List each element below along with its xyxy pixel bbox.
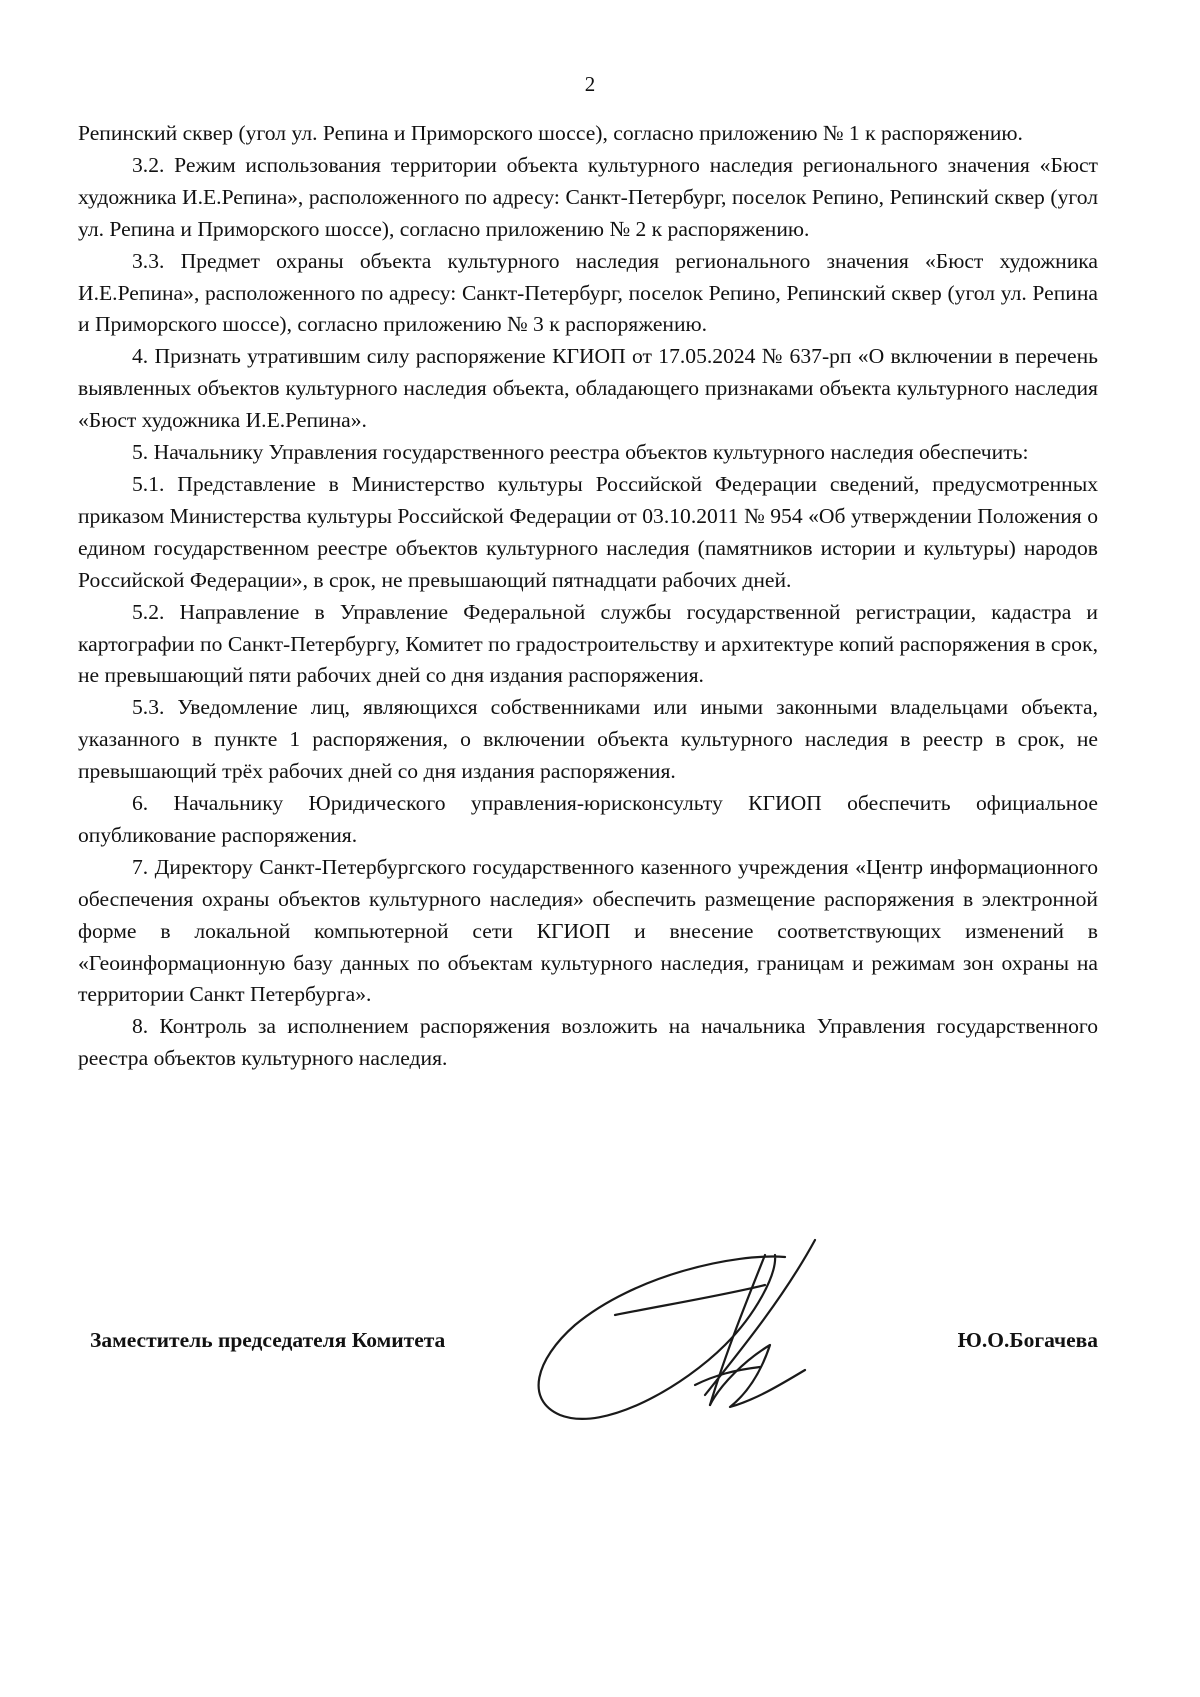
document-body (78, 118, 1098, 1075)
paragraph-5-1: 5.1. Представление в Министерство культуры Российской Федерации сведений, предусмотренных приказом Министерства культуры Российской Федерации от 03.10.2011 № 954 «Об утверждении Положения о едином государственном реестре объектов культурного наследия (памятников истории и культуры) народов Российской Федерации», в срок, не превышающий пятнадцати рабочих дней. (78, 471, 1098, 592)
signature-block (90, 1320, 1098, 1380)
signer-name: Ю.О.Богачева (957, 1328, 1098, 1352)
paragraph-3-3: 3.3. Предмет охраны объекта культурного наследия регионального значения «Бюст художника И.Е.Репина», расположенного по адресу: Санкт-Петербург, поселок Репино, Репинский сквер (угол ул. Репина и Приморского шоссе), согласно приложению № 3 к распоряжению. (78, 248, 1098, 337)
paragraph-6: 6. Начальнику Юридического управления-юрисконсульту КГИОП обеспечить официальное опубликование распоряжения. (78, 791, 1098, 847)
page-number: 2 (584, 72, 596, 96)
paragraph-7: 7. Директору Санкт-Петербургского государственного казенного учреждения «Центр информационного обеспечения охраны объектов культурного наследия» обеспечить размещение распоряжения в электронной форме в локальной компьютерной сети КГИОП и внесение соответствующих изменений в «Геоинформационную базу данных по объектам культурного наследия, границам и режимам зон охраны на территории Санкт Петербурга». (78, 854, 1098, 1007)
signer-title: Заместитель председателя Комитета (90, 1328, 446, 1352)
paragraph-8: 8. Контроль за исполнением распоряжения возложить на начальника Управления государственного реестра объектов культурного наследия. (78, 1014, 1098, 1071)
paragraph-4: 4. Признать утратившим силу распоряжение КГИОП от 17.05.2024 № 637-рп «О включении в перечень выявленных объектов культурного наследия объекта, обладающего признаками объекта культурного наследия «Бюст художника И.Е.Репина». (78, 344, 1098, 433)
paragraph-3-2: 3.2. Режим использования территории объекта культурного наследия регионального значения «Бюст художника И.Е.Репина», расположенного по адресу: Санкт-Петербург, поселок Репино, Репинский сквер (угол ул. Репина и Приморского шоссе), согласно приложению № 2 к распоряжению. (78, 152, 1098, 241)
paragraph-5-2: 5.2. Направление в Управление Федеральной службы государственной регистрации, кадастра и картографии по Санкт-Петербургу, Комитет по градостроительству и архитектуре копий распоряжения в срок, не превышающий пяти рабочих дней со дня издания распоряжения. (78, 599, 1098, 688)
paragraph-5-3: 5.3. Уведомление лиц, являющихся собственниками или иными законными владельцами объекта, указанного в пункте 1 распоряжения, о включении объекта культурного наследия в реестр в срок, не превышающий трёх рабочих дней со дня издания распоряжения. (78, 695, 1098, 784)
paragraph-continuation: Репинский сквер (угол ул. Репина и Приморского шоссе), согласно приложению № 1 к распоряжению. (78, 121, 1023, 145)
paragraph-5: 5. Начальнику Управления государственного реестра объектов культурного наследия обеспечить: (132, 440, 1029, 465)
